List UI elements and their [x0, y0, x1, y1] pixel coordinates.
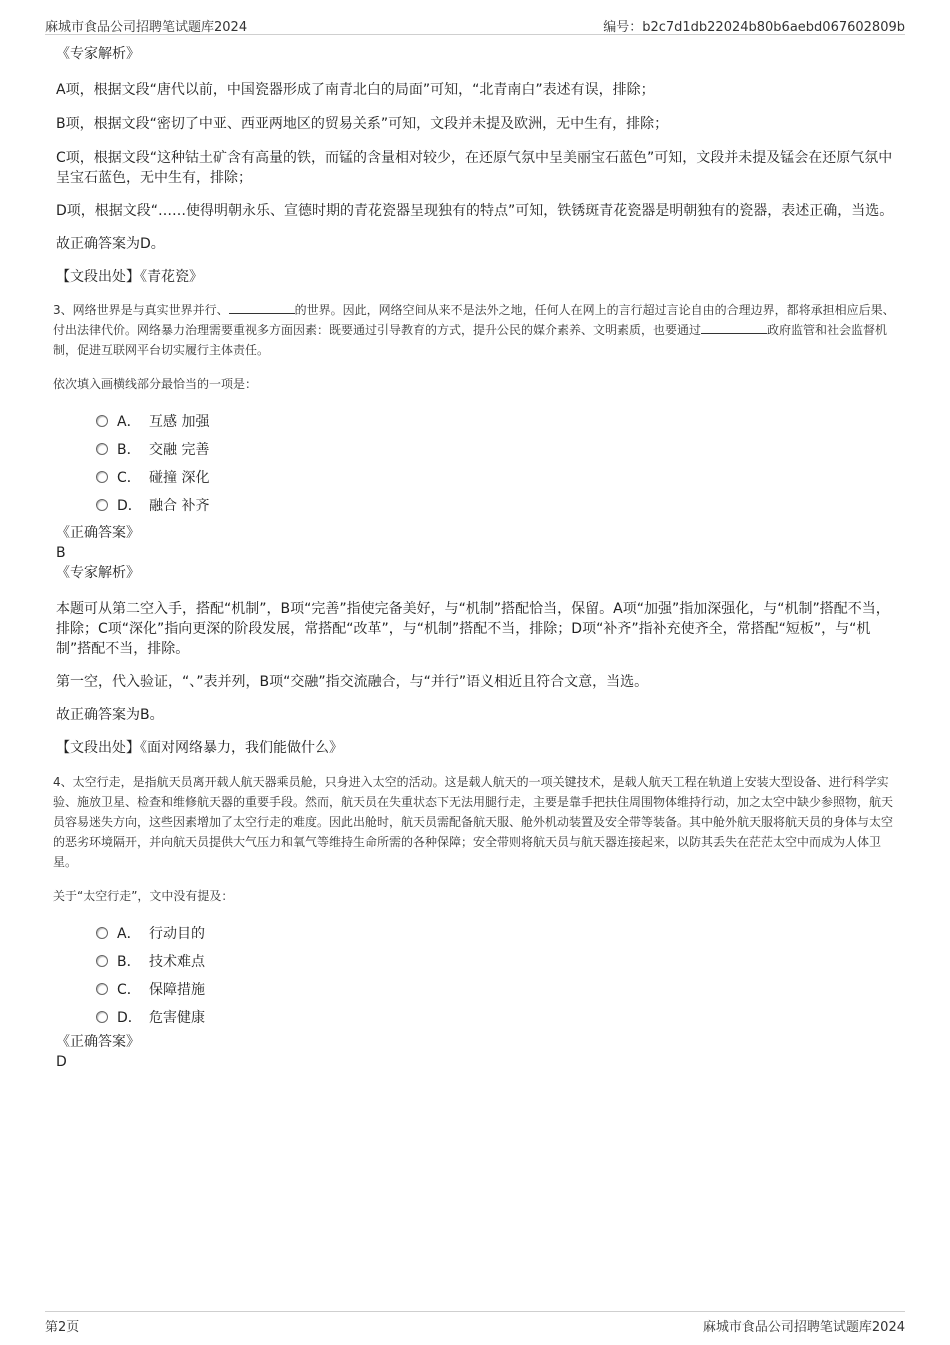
page-content: [53, 44, 898, 1072]
footer-title: 麻城市食品公司招聘笔试题库2024: [702, 1320, 905, 1335]
q3-blank-2: [701, 320, 767, 334]
q3-analysis-2: 第一空，代入验证，“、”表并列，B项“交融”指交流融合，与“并行”语义相近且符合文意，当选。: [56, 674, 649, 690]
radio-icon[interactable]: [96, 499, 108, 511]
q4-option-a[interactable]: [96, 920, 898, 948]
q4-option-c[interactable]: [96, 976, 898, 1004]
option-text: 危害健康: [149, 1010, 205, 1026]
q4-prompt: 关于“太空行走”，文中没有提及：: [53, 889, 234, 903]
option-letter: B．: [117, 954, 141, 970]
header-serial-number: 编号：b2c7d1db22024b80b6aebd067602809b: [603, 20, 905, 35]
q3-stem-part1: 3、网络世界是与真实世界并行、: [53, 303, 229, 317]
q3-conclusion: 故正确答案为B。: [56, 707, 164, 723]
q3-option-d[interactable]: [96, 492, 898, 520]
option-letter: D．: [117, 1010, 142, 1026]
q4-answer: D: [56, 1054, 67, 1070]
option-text: 碰撞 深化: [149, 470, 210, 486]
option-text: 交融 完善: [149, 442, 210, 458]
option-text: 互感 加强: [149, 414, 210, 430]
radio-icon[interactable]: [96, 443, 108, 455]
q3-source: 【文段出处】《面对网络暴力，我们能做什么》: [56, 740, 343, 756]
q4-option-b[interactable]: [96, 948, 898, 976]
q4-answer-label: 《正确答案》: [56, 1034, 140, 1050]
radio-icon[interactable]: [96, 955, 108, 967]
q2-analysis-b: B项，根据文段“密切了中亚、西亚两地区的贸易关系”可知，文段并未提及欧洲，无中生有，排除；: [56, 116, 669, 132]
q3-option-b[interactable]: [96, 436, 898, 464]
q2-conclusion: 故正确答案为D。: [56, 236, 165, 252]
q4-stem: 4、太空行走，是指航天员离开载人航天器乘员舱，只身进入太空的活动。这是载人航天的一项关键技术，是载人航天工程在轨道上安装大型设备、进行科学实验、施放卫星、检查和维修航天器的重要手段。然而，航天员在失重状态下无法用腿行走，主要是靠手把扶住周围物体维持行动，加之太空中缺少参照物，航天员容易迷失方向，这些因素增加了太空行走的难度。因此出舱时，航天员需配备航天服、舱外机动装置及安全带等装备。其中舱外航天服将航天员的身体与太空的恶劣环境隔开，并向航天员提供大气压力和氧气等维持生命所需的各种保障；安全带则将航天员与航天器连接起来，以防其丢失在茫茫太空中而成为人体卫星。: [53, 775, 894, 869]
radio-icon[interactable]: [96, 415, 108, 427]
q3-stem: [53, 300, 898, 360]
option-letter: D．: [117, 498, 142, 514]
q2-expert-label: 《专家解析》: [56, 46, 140, 62]
q3-answer: B: [56, 545, 66, 561]
q3-prompt: 依次填入画横线部分最恰当的一项是：: [53, 377, 258, 391]
q3-answer-label: 《正确答案》: [56, 525, 140, 541]
option-letter: C．: [117, 982, 141, 998]
option-letter: A．: [117, 926, 141, 942]
option-text: 融合 补齐: [149, 498, 210, 514]
q2-source: 【文段出处】《青花瓷》: [56, 269, 203, 285]
q4-option-d[interactable]: [96, 1004, 898, 1032]
radio-icon[interactable]: [96, 927, 108, 939]
page-header: [45, 14, 905, 35]
radio-icon[interactable]: [96, 471, 108, 483]
q2-analysis-a: A项，根据文段“唐代以前，中国瓷器形成了南青北白的局面”可知，“北青南白”表述有误，排除；: [56, 82, 655, 98]
q2-analysis-d: D项，根据文段“……使得明朝永乐、宣德时期的青花瓷器呈现独有的特点”可知，铁锈斑青花瓷器是明朝独有的瓷器，表述正确，当选。: [56, 203, 894, 219]
option-letter: B．: [117, 442, 141, 458]
q3-blank-1: [229, 300, 295, 314]
q3-expert-label: 《专家解析》: [56, 565, 140, 581]
option-letter: C．: [117, 470, 141, 486]
q3-stem-part2: 的世界。因此，网络空间从来不是法外之地，任何人在网上的言行超过言论自由的合理边界，都将承担相应后果、付出法律代价。网络暴力治理需要重视多方面因素：既要通过引导教育的方式，提升公民的媒介素养、文明素质，也要通过: [53, 303, 895, 337]
q3-option-c[interactable]: [96, 464, 898, 492]
q2-analysis-c: C项，根据文段“这种钴土矿含有高量的铁，而锰的含量相对较少，在还原气氛中呈美丽宝石蓝色”可知，文段并未提及锰会在还原气氛中呈宝石蓝色，无中生有，排除；: [56, 150, 893, 186]
header-title: 麻城市食品公司招聘笔试题库2024: [45, 20, 248, 35]
option-text: 技术难点: [149, 954, 205, 970]
page-footer: [45, 1311, 905, 1334]
page-number: 第2页: [45, 1320, 80, 1335]
q3-analysis-1: 本题可从第二空入手，搭配“机制”，B项“完善”指使完备美好，与“机制”搭配恰当，保留。A项“加强”指加深强化，与“机制”搭配不当，排除；C项“深化”指向更深的阶段发展，常搭配“改革”，与“机制”搭配不当，排除；D项“补齐”指补充使齐全，常搭配“短板”，与“机制”搭配不当，排除。: [56, 601, 890, 657]
q4-options: [96, 920, 898, 1032]
q3-option-a[interactable]: [96, 408, 898, 436]
radio-icon[interactable]: [96, 983, 108, 995]
option-text: 保障措施: [149, 982, 205, 998]
radio-icon[interactable]: [96, 1011, 108, 1023]
q3-options: [96, 408, 898, 520]
option-text: 行动目的: [149, 926, 205, 942]
q3-stem-part3: 政府监管和社会监督机制，促进互联网平台切实履行主体责任。: [53, 323, 888, 357]
option-letter: A．: [117, 414, 141, 430]
